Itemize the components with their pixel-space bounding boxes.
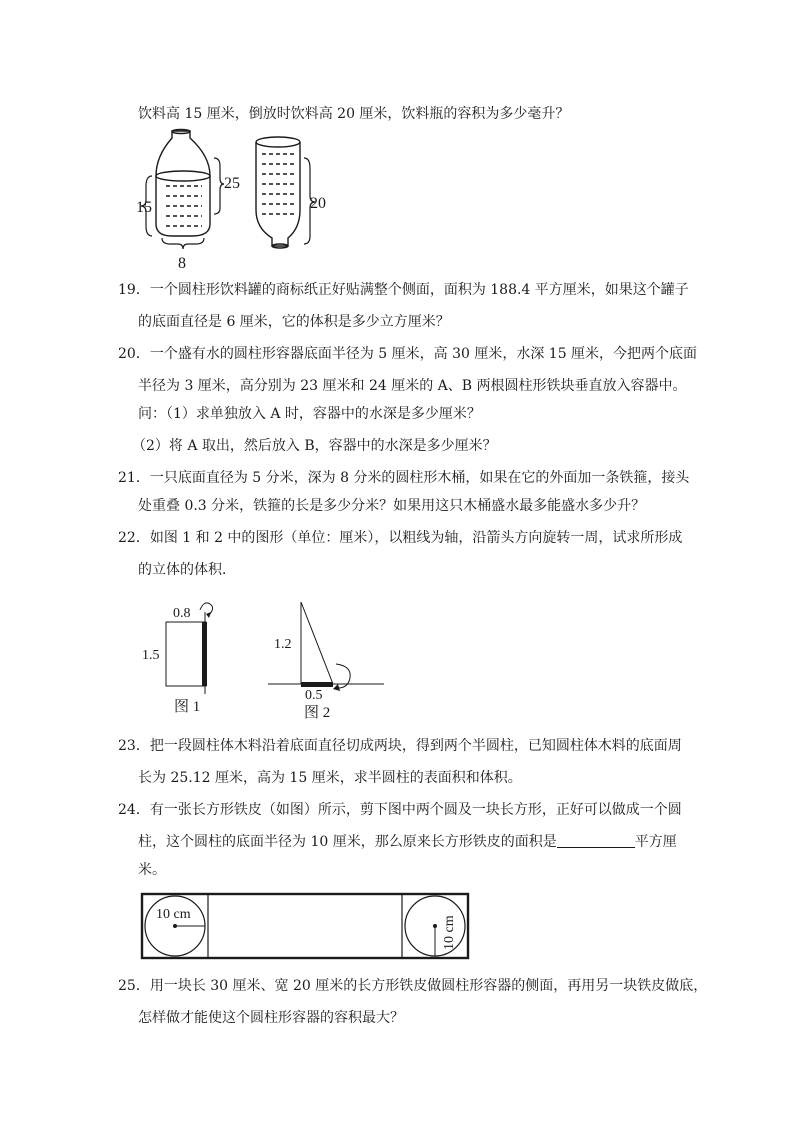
fig1-top-label: 0.8	[173, 606, 191, 621]
fig2-caption: 图 2	[304, 705, 331, 721]
q20-line2: 半径为 3 厘米，高分别为 23 厘米和 24 厘米的 A、B 两根圆柱形铁块垂直放入容器中。	[138, 378, 687, 394]
sheet-right-label: 10 cm	[442, 915, 457, 950]
q24-line3: 米。	[138, 862, 166, 878]
sheet-figure	[140, 892, 472, 962]
fig2-base-label: 0.5	[305, 688, 323, 703]
q21-line1: 21．一只底面直径为 5 分米，深为 8 分米的圆柱形木桶，如果在它的外面加一条铁箍，接头	[118, 470, 690, 486]
q19-line1: 19．一个圆柱形饮料罐的商标纸正好贴满整个侧面，面积为 188.4 平方厘米，如果这个罐子	[118, 282, 689, 298]
label-25: 25	[224, 175, 240, 192]
label-15: 15	[136, 199, 152, 216]
q22-line1: 22．如图 1 和 2 中的图形（单位：厘米），以粗线为轴，沿箭头方向旋转一周，试求所形成	[118, 530, 683, 546]
label-8: 8	[178, 255, 186, 272]
intro-line: 饮料高 15 厘米，倒放时饮料高 20 厘米，饮料瓶的容积为多少毫升？	[138, 106, 570, 122]
sheet-left-label: 10 cm	[156, 907, 191, 922]
q24-line2-pre: 柱，这个圆柱的底面半径为 10 厘米，那么原来长方形铁皮的面积是	[138, 834, 557, 850]
figure-2	[268, 598, 388, 724]
upright-bottle	[156, 130, 210, 237]
fig2-side-label: 1.2	[274, 637, 292, 652]
q20-line3: 问：（1）求单独放入 A 时，容器中的水深是多少厘米？	[138, 406, 481, 422]
inverted-bottle	[256, 137, 315, 248]
q24-line1: 24．有一张长方形铁皮（如图）所示，剪下图中两个圆及一块长方形，正好可以做成一个圆	[118, 802, 682, 818]
fig1-side-label: 1.5	[142, 648, 160, 663]
q19-line2: 的底面直径是 6 厘米，它的体积是多少立方厘米？	[138, 314, 450, 330]
figure-1	[138, 596, 228, 720]
label-20: 20	[310, 195, 326, 212]
q23-line1: 23．把一段圆柱体木料沿着底面直径切成两块，得到两个半圆柱，已知圆柱体木料的底面周	[118, 738, 682, 754]
answer-blank[interactable]	[557, 833, 635, 848]
q25-line2: 怎样做才能使这个圆柱形容器的容积最大？	[138, 1010, 404, 1026]
q25-line1: 25．用一块长 30 厘米、宽 20 厘米的长方形铁皮做圆柱形容器的侧面，再用另一块铁皮做底，	[118, 978, 708, 994]
q24-line2	[138, 832, 677, 852]
bottle-figure	[138, 128, 338, 273]
q22-line2: 的立体的体积．	[138, 562, 236, 578]
q20-line1: 20．一个盛有水的圆柱形容器底面半径为 5 厘米，高 30 厘米，水深 15 厘米，今把两个底面	[118, 346, 698, 362]
q23-line2: 长为 25.12 厘米，高为 15 厘米，求半圆柱的表面积和体积。	[138, 770, 522, 786]
q24-line2-post: 平方厘	[634, 834, 677, 850]
q20-line4: （2）将 A 取出，然后放入 B，容器中的水深是多少厘米？	[132, 438, 497, 454]
fig1-caption: 图 1	[174, 699, 201, 715]
q21-line2: 处重叠 0.3 分米，铁箍的长是多少分米？如果用这只木桶盛水最多能盛水多少升？	[138, 498, 646, 514]
